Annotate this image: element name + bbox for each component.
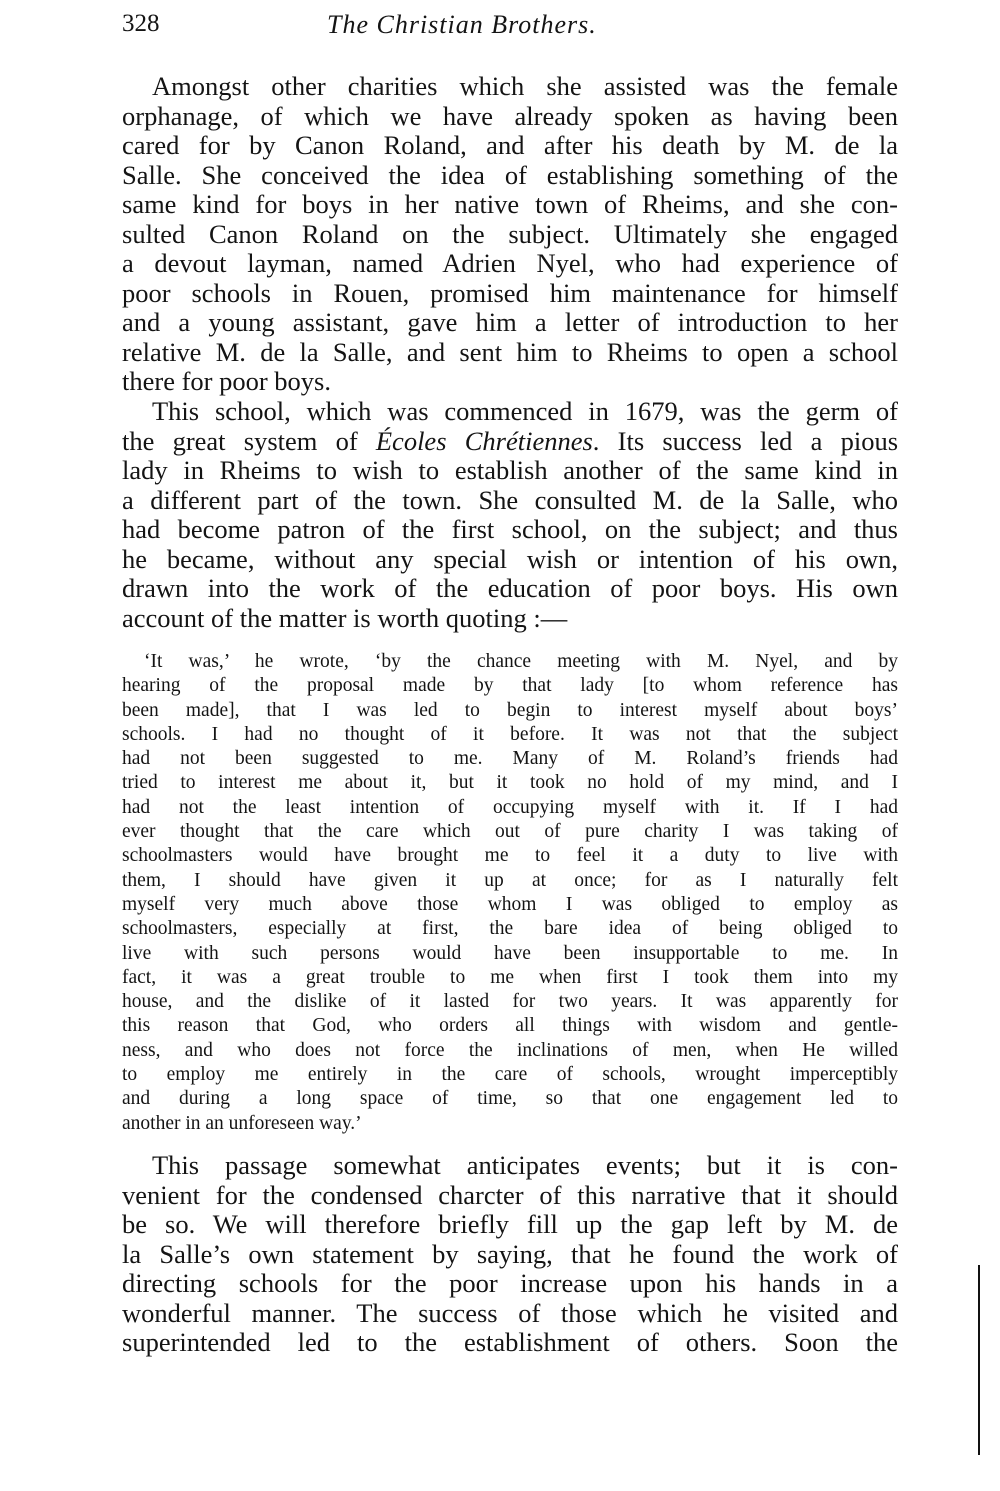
quote-line: myself very much above those whom I was obliged to employ as (122, 893, 898, 915)
text-line: be so. We will therefore briefly fill up the gap left by M. de (122, 1209, 898, 1239)
text-line: account of the matter is worth quoting :— (122, 602, 568, 633)
text-line: directing schools for the poor increase upon his hands in a (122, 1268, 898, 1298)
text-line: there for poor boys. (122, 366, 331, 396)
text-line: wonderful manner. The success of those which he visited and (122, 1297, 898, 1328)
text-line: had become patron of the first school, on the subject; and thus (122, 514, 898, 544)
text-line: cared for by Canon Roland, and after his death by M. de la (122, 130, 898, 160)
text-line: venient for the condensed charcter of this narrative that it should (122, 1179, 898, 1210)
text-line: drawn into the work of the education of poor boys. His own (122, 573, 898, 603)
quote-line: house, and the dislike of it lasted for two years. It was apparently for (122, 991, 898, 1013)
running-header (122, 10, 682, 50)
text-line: This school, which was commenced in 1679, was the germ of (152, 396, 898, 426)
quote-line: this reason that God, who orders all things with wisdom and gentle- (122, 1015, 898, 1037)
quote-line: another in an unforeseen way.’ (122, 1112, 362, 1134)
text-line: la Salle’s own statement by saying, that he found the work of (122, 1238, 898, 1269)
italic-term: Écoles Chrétiennes (375, 425, 593, 456)
quote-line: ness, and who does not force the inclinations of men, when He willed (122, 1039, 898, 1061)
block-quote (122, 650, 898, 1136)
text-line: same kind for boys in her native town of Rheims, and she con- (122, 189, 898, 219)
text-line: superintended led to the establishment of others. Soon the (122, 1327, 898, 1357)
text-line: he became, without any special wish or intention of his own, (122, 543, 898, 574)
quote-line: ever thought that the care which out of pure charity I was taking of (122, 821, 898, 843)
quote-line: fact, it was a great trouble to me when first I took them into my (122, 966, 898, 988)
quote-line: had not been suggested to me. Many of M. Roland’s friends had (122, 748, 898, 770)
text-line: Amongst other charities which she assisted was the female (152, 71, 898, 101)
quote-line: live with such persons would have been insupportable to me. In (122, 942, 898, 964)
text-line: relative M. de la Salle, and sent him to Rheims to open a school (122, 336, 898, 367)
text-line: This passage somewhat anticipates events; but it is con- (152, 1150, 898, 1180)
paragraph-3 (122, 1151, 898, 1358)
running-title: The Christian Brothers. (327, 10, 597, 39)
quote-line: them, I should have given it up at once; for as I naturally felt (122, 869, 898, 891)
quote-line: ‘It was,’ he wrote, ‘by the chance meeting with M. Nyel, and by (144, 651, 898, 672)
quote-line: schoolmasters would have brought me to feel it a duty to live with (122, 845, 898, 867)
page-number: 328 (122, 10, 160, 37)
text-line: orphanage, of which we have already spoken as having been (122, 100, 898, 131)
quote-line: to employ me entirely in the care of schools, wrought imperceptibly (122, 1064, 898, 1086)
quote-line: schools. I had no thought of it before. It was not that the subject (122, 723, 898, 745)
text-line: a different part of the town. She consulted M. de la Salle, who (122, 484, 898, 515)
quote-line: had not the least intention of occupying myself with it. If I had (122, 796, 898, 818)
text-line: poor schools in Rouen, promised him maintenance for himself (122, 277, 898, 308)
paragraph-1 (122, 72, 898, 397)
text-line: the great system of Écoles Chrétiennes. Its success led a pious (122, 425, 899, 456)
text-line: Salle. She conceived the idea of establishing something of the (122, 159, 898, 190)
text-line: a devout layman, named Adrien Nyel, who had experience of (122, 248, 898, 278)
quote-line: and during a long space of time, so that one engagement led to (122, 1088, 898, 1110)
text-line: and a young assistant, gave him a letter of introduction to her (122, 307, 898, 337)
quote-line: tried to interest me about it, but it took no hold of my mind, and I (122, 772, 898, 794)
text-line: sulted Canon Roland on the subject. Ultimately she engaged (122, 218, 898, 249)
quote-line: hearing of the proposal made by that lady [to whom reference has (122, 675, 898, 697)
text-line: lady in Rheims to wish to establish another of the same kind in (122, 455, 898, 485)
paragraph-2 (122, 397, 898, 633)
quote-line: schoolmasters, especially at first, the bare idea of being obliged to (122, 918, 898, 940)
margin-rule (978, 1265, 980, 1455)
quote-line: been made], that I was led to begin to interest myself about boys’ (122, 699, 898, 721)
